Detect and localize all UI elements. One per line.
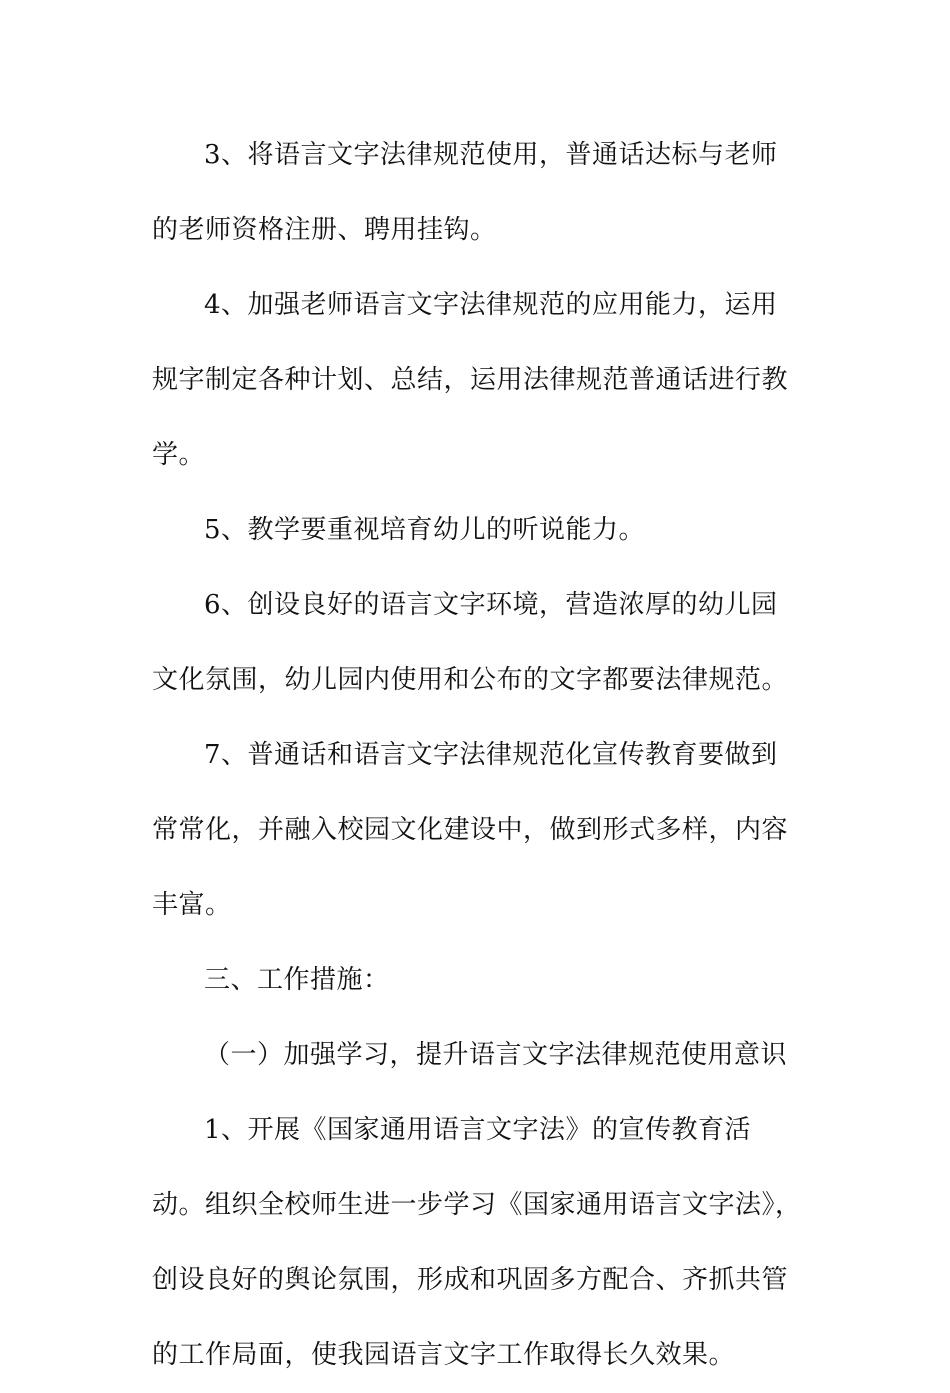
document-body — [152, 118, 802, 1393]
paragraph-5: 5、教学要重视培育幼儿的听说能力。 — [204, 515, 646, 545]
section-heading: 三、工作措施： — [204, 965, 390, 995]
paragraph-3: 3、将语言文字法律规范使用，普通话达标与老师的老师资格注册、聘用挂钩。 — [152, 140, 778, 245]
paragraph-4: 4、加强老师语言文字法律规范的应用能力，运用规字制定各种计划、总结，运用法律规范普通话进行教学。 — [152, 290, 789, 470]
paragraph-6: 6、创设良好的语言文字环境，营造浓厚的幼儿园文化氛围，幼儿园内使用和公布的文字都要法律规范。 — [152, 590, 789, 695]
paragraph-7: 7、普通话和语言文字法律规范化宣传教育要做到常常化，并融入校园文化建设中，做到形式多样，内容丰富。 — [152, 740, 789, 920]
paragraph-1: 1、开展《国家通用语言文字法》的宣传教育活动。组织全校师生进一步学习《国家通用语言文字法》，创设良好的舆论氛围，形成和巩固多方配合、齐抓共管的工作局面，使我园语言文字工作取得长久效果。 — [152, 1115, 802, 1370]
subsection-heading: （一）加强学习，提升语言文字法律规范使用意识 — [204, 1040, 788, 1070]
